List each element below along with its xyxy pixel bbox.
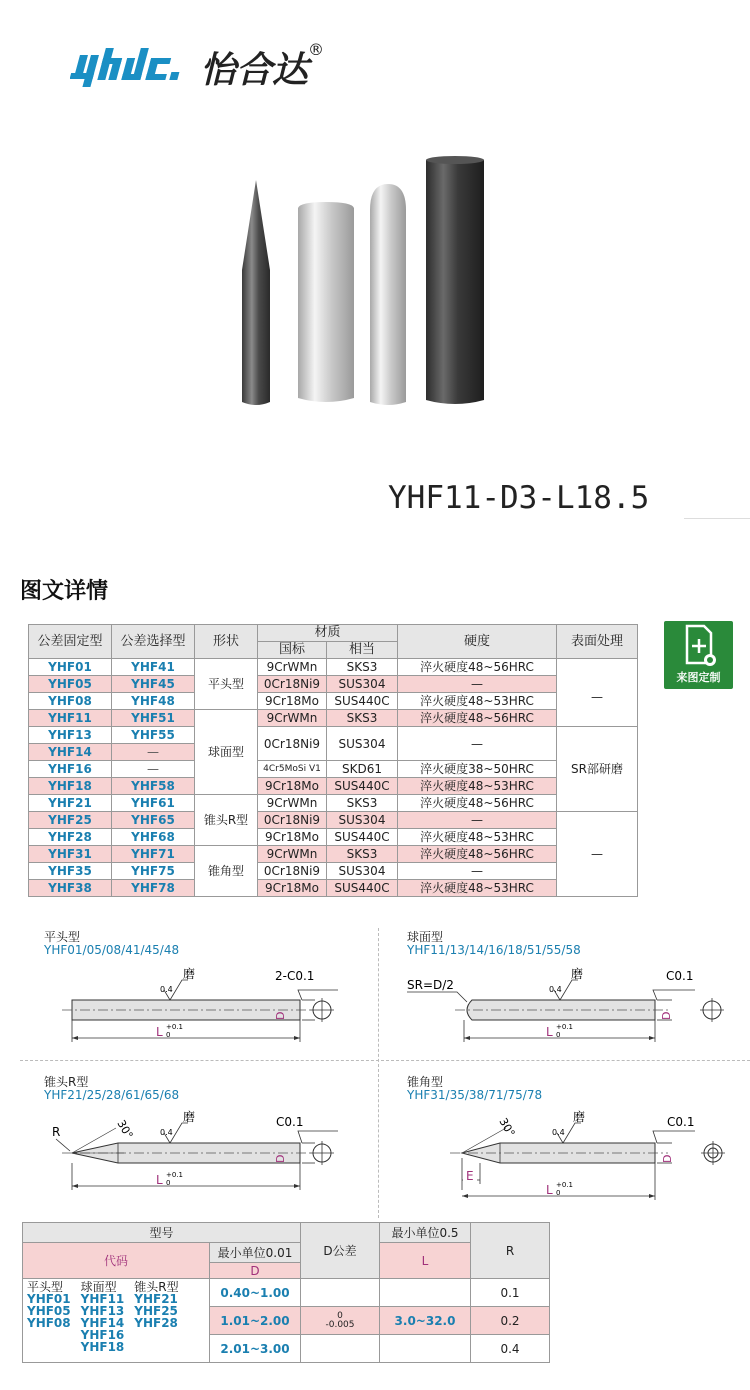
- cell-mat-eq: SUS304: [327, 812, 398, 829]
- e-label: E: [466, 1169, 474, 1183]
- d-range-cell: 1.01~2.00: [210, 1307, 301, 1335]
- d-tol-blank: [301, 1279, 380, 1307]
- flat-shape-label: 平头型: [27, 1280, 64, 1294]
- cell-mat-cn: 9CrWMn: [258, 710, 327, 727]
- codes-columns: [27, 1281, 205, 1353]
- cell-select: YHF41: [112, 659, 195, 676]
- grind-label: 磨: [183, 967, 196, 981]
- flat-type-title: 平头型: [44, 930, 81, 944]
- cell-mat-eq: SUS440C: [327, 693, 398, 710]
- header-material: 材质: [258, 625, 398, 642]
- header-select: 公差选择型: [112, 625, 195, 659]
- cell-select: YHF78: [112, 880, 195, 897]
- cell-fixed: YHF08: [29, 693, 112, 710]
- cell-mat-eq: SKS3: [327, 659, 398, 676]
- cell-select: YHF71: [112, 846, 195, 863]
- cell-select: YHF48: [112, 693, 195, 710]
- cell-surface: —: [557, 812, 638, 897]
- tol-lower: 0: [556, 1031, 561, 1039]
- header-hardness: 硬度: [398, 625, 557, 659]
- header-mat-eq: 相当: [327, 642, 398, 659]
- header-shape: 形状: [195, 625, 258, 659]
- cone-type-codes: YHF31/35/38/71/75/78: [407, 1088, 543, 1102]
- cell-fixed: YHF38: [29, 880, 112, 897]
- registered-mark: ®: [308, 40, 324, 59]
- header-code: 代码: [23, 1243, 210, 1279]
- header-mat-cn: 国标: [258, 642, 327, 659]
- angle-label: 30°: [496, 1115, 518, 1140]
- cell-mat-cn: 9CrWMn: [258, 659, 327, 676]
- cone-r-type-codes: YHF21/25/28/61/65/68: [44, 1088, 180, 1102]
- cell-mat-cn: 9Cr18Mo: [258, 778, 327, 795]
- d-label: D: [274, 1154, 287, 1163]
- cell-fixed: YHF35: [29, 863, 112, 880]
- l-range-cell: 3.0~32.0: [380, 1307, 471, 1335]
- ball-code-list: YHF11 YHF13 YHF14 YHF16 YHF18: [80, 1292, 125, 1354]
- tol-upper: +0.1: [556, 1181, 573, 1189]
- cell-mat-eq: SUS304: [327, 676, 398, 693]
- ball-type-drawing: [400, 962, 745, 1052]
- header-r: R: [471, 1223, 550, 1279]
- header-surface: 表面处理: [557, 625, 638, 659]
- ball-type-codes: YHF11/13/14/16/18/51/55/58: [407, 943, 581, 957]
- header-fixed: 公差固定型: [29, 625, 112, 659]
- cell-mat-cn: 9Cr18Mo: [258, 829, 327, 846]
- cell-hardness: 淬火硬度48~53HRC: [398, 693, 557, 710]
- roughness-label: 0.4: [160, 1128, 173, 1137]
- roughness-label: 0.4: [549, 985, 562, 994]
- cell-mat-cn: 0Cr18Ni9: [258, 676, 327, 693]
- cell-mat-cn: 9CrWMn: [258, 846, 327, 863]
- cell-shape: 锥角型: [195, 846, 258, 897]
- cell-shape: 锥头R型: [195, 795, 258, 846]
- tol-upper: +0.1: [556, 1023, 573, 1031]
- cell-mat-eq: SUS304: [327, 863, 398, 880]
- grind-label: 磨: [573, 1110, 586, 1124]
- cell-mat-eq: SUS440C: [327, 880, 398, 897]
- section-heading: 图文详情: [20, 579, 109, 604]
- cell-hardness: 淬火硬度48~53HRC: [398, 778, 557, 795]
- flat-type-codes: YHF01/05/08/41/45/48: [44, 943, 180, 957]
- tol-upper: +0.1: [166, 1171, 183, 1179]
- r-value-cell: 0.1: [471, 1279, 550, 1307]
- cell-mat-eq: SUS440C: [327, 778, 398, 795]
- cone-shape-label: 锥头R型: [134, 1280, 179, 1294]
- header-min-unit-l: 最小单位0.5: [380, 1223, 471, 1243]
- cell-surface: —: [557, 659, 638, 727]
- d-label: D: [660, 1011, 673, 1020]
- header-l: L: [380, 1243, 471, 1279]
- cell-mat-eq: SUS304: [327, 727, 398, 761]
- d-tol-blank: [301, 1335, 380, 1363]
- cell-mat-cn: 0Cr18Ni9: [258, 812, 327, 829]
- l-label: L: [546, 1025, 553, 1039]
- chamfer-label: C0.1: [666, 969, 694, 983]
- d-range-cell: 2.01~3.00: [210, 1335, 301, 1363]
- cell-select: YHF51: [112, 710, 195, 727]
- chamfer-label: 2-C0.1: [275, 969, 315, 983]
- badge-label: 来图定制: [676, 671, 721, 684]
- cell-hardness: 淬火硬度48~53HRC: [398, 829, 557, 846]
- cell-mat-cn: 0Cr18Ni9: [258, 863, 327, 880]
- cell-surface: SR部研磨: [557, 727, 638, 812]
- cell-hardness: 淬火硬度48~56HRC: [398, 846, 557, 863]
- cell-fixed: YHF01: [29, 659, 112, 676]
- cell-hardness: —: [398, 676, 557, 693]
- flat-codes: [27, 1281, 71, 1353]
- l-blank: [380, 1335, 471, 1363]
- cell-select: YHF45: [112, 676, 195, 693]
- cell-select: —: [112, 761, 195, 778]
- cell-fixed: YHF31: [29, 846, 112, 863]
- cell-fixed: YHF25: [29, 812, 112, 829]
- roughness-label: 0.4: [160, 985, 173, 994]
- cell-hardness: 淬火硬度48~56HRC: [398, 710, 557, 727]
- cell-fixed: YHF11: [29, 710, 112, 727]
- grind-label: 磨: [571, 967, 584, 981]
- cone-type-drawing: [400, 1108, 745, 1203]
- cell-hardness: —: [398, 863, 557, 880]
- cone-r-type-title: 锥头R型: [44, 1075, 89, 1089]
- ball-codes: [81, 1281, 125, 1353]
- ball-shape-label: 球面型: [80, 1280, 117, 1294]
- cell-hardness: 淬火硬度48~56HRC: [398, 795, 557, 812]
- cell-hardness: 淬火硬度48~53HRC: [398, 880, 557, 897]
- cell-fixed: YHF21: [29, 795, 112, 812]
- cone-r-type-drawing: [40, 1108, 370, 1200]
- tol-lower: 0: [556, 1189, 561, 1197]
- cell-mat-eq: SUS440C: [327, 829, 398, 846]
- cell-hardness: 淬火硬度48~56HRC: [398, 659, 557, 676]
- cone-codes: [134, 1281, 178, 1353]
- header-min-unit-d: 最小单位0.01: [210, 1243, 301, 1263]
- cell-mat-cn: 9Cr18Mo: [258, 693, 327, 710]
- document-icon: [664, 621, 733, 669]
- d-label: D: [661, 1154, 674, 1163]
- cell-fixed: YHF14: [29, 744, 112, 761]
- d-range-cell: 0.40~1.00: [210, 1279, 301, 1307]
- sr-label: SR=D/2: [407, 978, 454, 992]
- tol-lower: 0: [166, 1179, 171, 1187]
- product-pins-image: [220, 150, 520, 420]
- cell-hardness: 淬火硬度38~50HRC: [398, 761, 557, 778]
- d-label: D: [274, 1011, 287, 1020]
- diagram-divider-vertical: [378, 928, 379, 1218]
- cell-fixed: YHF05: [29, 676, 112, 693]
- d-tol-lower: -0.005: [325, 1319, 355, 1330]
- cell-shape: 平头型: [195, 659, 258, 710]
- cell-mat-eq: SKD61: [327, 761, 398, 778]
- cone-type-title: 锥角型: [407, 1075, 444, 1089]
- cell-select: —: [112, 744, 195, 761]
- cell-mat-cn: 9Cr18Mo: [258, 880, 327, 897]
- cell-select: YHF55: [112, 727, 195, 744]
- cell-fixed: YHF13: [29, 727, 112, 744]
- codes-cell: [23, 1279, 210, 1363]
- angle-label: 30°: [114, 1117, 136, 1142]
- cell-select: YHF68: [112, 829, 195, 846]
- cell-select: YHF58: [112, 778, 195, 795]
- cell-fixed: YHF28: [29, 829, 112, 846]
- cell-select: YHF61: [112, 795, 195, 812]
- spec-table: [28, 624, 638, 897]
- flat-type-drawing: [40, 962, 370, 1052]
- caption-rule: [684, 518, 750, 519]
- l-label: L: [156, 1173, 163, 1187]
- chamfer-label: C0.1: [667, 1115, 695, 1129]
- d-tol-upper: 0: [337, 1310, 343, 1321]
- r-value-cell: 0.2: [471, 1307, 550, 1335]
- logo-cn-name: 怡合达: [200, 50, 309, 91]
- d-tolerance-cell: [301, 1307, 380, 1335]
- cell-shape: 球面型: [195, 710, 258, 795]
- cell-hardness: —: [398, 812, 557, 829]
- header-d-tolerance: D公差: [301, 1223, 380, 1279]
- grind-label: 磨: [183, 1110, 196, 1124]
- dimension-table: [22, 1222, 550, 1363]
- l-label: L: [156, 1025, 163, 1039]
- cone-code-list: YHF21 YHF25 YHF28: [134, 1292, 178, 1330]
- l-label: L: [546, 1183, 553, 1197]
- cell-mat-eq: SKS3: [327, 795, 398, 812]
- cell-fixed: YHF18: [29, 778, 112, 795]
- cell-mat-cn: 9CrWMn: [258, 795, 327, 812]
- cell-mat-cn: 0Cr18Ni9: [258, 727, 327, 761]
- l-blank: [380, 1279, 471, 1307]
- tol-upper: +0.1: [166, 1023, 183, 1031]
- ball-type-title: 球面型: [407, 930, 444, 944]
- cell-select: YHF75: [112, 863, 195, 880]
- header-d: D: [210, 1263, 301, 1279]
- diagram-divider-horizontal: [20, 1060, 750, 1061]
- chamfer-label: C0.1: [276, 1115, 304, 1129]
- flat-code-list: YHF01 YHF05 YHF08: [27, 1292, 71, 1330]
- cell-fixed: YHF16: [29, 761, 112, 778]
- r-label: R: [52, 1125, 61, 1139]
- r-value-cell: 0.4: [471, 1335, 550, 1363]
- header-model: 型号: [23, 1223, 301, 1243]
- logo-wordmark: [70, 40, 200, 100]
- cell-mat-eq: SKS3: [327, 846, 398, 863]
- cell-mat-cn: 4Cr5MoSi V1: [258, 761, 327, 778]
- model-caption: YHF11-D3-L18.5: [388, 480, 650, 516]
- cell-hardness: —: [398, 727, 557, 761]
- cell-mat-eq: SKS3: [327, 710, 398, 727]
- roughness-label: 0.4: [552, 1128, 565, 1137]
- cell-select: YHF65: [112, 812, 195, 829]
- tol-lower: 0: [166, 1031, 171, 1039]
